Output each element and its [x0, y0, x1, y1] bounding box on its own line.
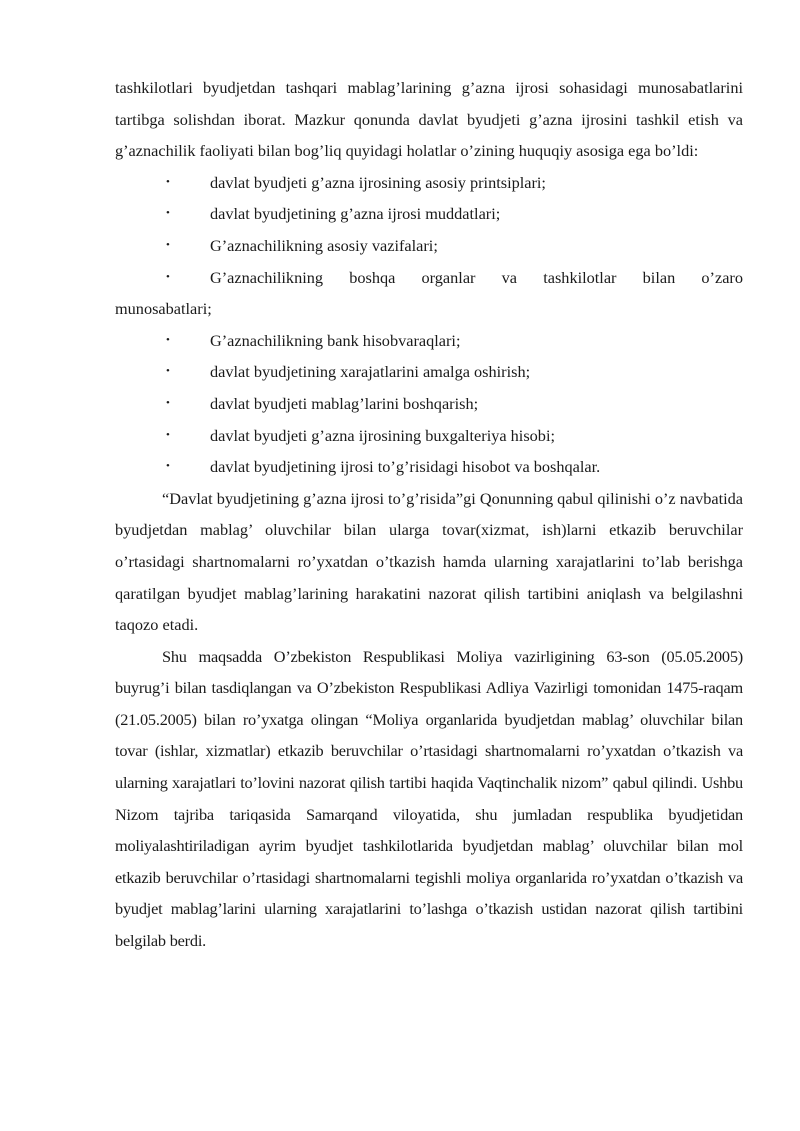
bullet-icon: • [166, 238, 170, 251]
bullet-icon: • [166, 365, 170, 378]
bullet-text: G’aznachilikning bank hisobvaraqlari; [210, 330, 461, 350]
bullet-text: G’aznachilikning asosiy vazifalari; [210, 235, 438, 255]
bullet-text: davlat byudjetining xarajatlarini amalga oshirish; [210, 362, 531, 382]
bullet-item [115, 230, 743, 262]
bullet-item [115, 325, 743, 357]
bullet-item [115, 198, 743, 230]
bullet-text: davlat byudjeti g’azna ijrosining buxgalteriya hisobi; [210, 425, 555, 445]
bullet-icon: • [166, 207, 170, 220]
bullet-item [115, 451, 743, 483]
bullet-continuation: munosabatlari; [115, 299, 212, 319]
bullet-icon: • [166, 396, 170, 409]
bullet-icon: • [166, 460, 170, 473]
bullet-text: davlat byudjetining g’azna ijrosi muddatlari; [210, 204, 501, 224]
bullet-item [115, 388, 743, 420]
bullet-text: davlat byudjetining ijrosi to’g’risidagi hisobot va boshqalar. [210, 457, 601, 477]
bullet-icon: • [166, 270, 170, 283]
bullet-item [115, 262, 743, 294]
body-paragraph: “Davlat byudjetining g’azna ijrosi to’g’risida”gi Qonunning qabul qilinishi o’z navbatida byudjetdan mablag’ oluvchilar bilan ularga tovar(xizmat, ish)larni etkazib beruvchilar o’rtasidagi shartnomalarni ro’yxatdan o’tkazish hamda ularning xarajatlarini to’lab berishga qaratilgan byudjet mablag’larining harakatini nazorat qilish tartibini aniqlash va belgilashni taqozo etadi. [115, 488, 744, 635]
bullet-item [115, 167, 743, 199]
intro-paragraph: tashkilotlari byudjetdan tashqari mablag’larining g’azna ijrosi sohasidagi munosabatlarini tartibga solishdan iborat. Mazkur qonunda davlat byudjeti g’azna ijrosini tashkil etish va g’aznachilik faoliyati bilan bog’liq quyidagi holatlar o’zining huquqiy asosiga ega bo’ldi: [115, 78, 743, 161]
document-body [115, 72, 743, 957]
bullet-text: G’aznachilikning boshqa organlar va tashkilotlar bilan o’zaro [210, 267, 743, 287]
body-paragraph: Shu maqsadda O’zbekiston Respublikasi Moliya vazirligining 63-son (05.05.2005) buyrug’i bilan tasdiqlangan va O’zbekiston Respublikasi Adliya Vazirligi tomonidan 1475-raqam (21.05.2005) bilan ro’yxatga olingan “Moliya organlarida byudjetdan mablag’ oluvchilar bilan tovar (ishlar, xizmatlar) etkazib beruvchilar o’rtasidagi shartnomalarni ro’yxatdan o’tkazish va ularning xarajatlari to’lovini nazorat qilish tartibi haqida Vaqtinchalik nizom” qabul qilindi. Ushbu Nizom tajriba tariqasida Samarqand viloyatida, shu jumladan respublika byudjetidan moliyalashtiriladigan ayrim byudjet tashkilotlarida byudjetdan mablag’ oluvchilar bilan mol etkazib beruvchilar o’rtasidagi shartnomalarni tegishli moliya organlarida ro’yxatdan o’tkazish va byudjet mablag’larini ularning xarajatlarini to’lashga o’tkazish ustidan nazorat qilish tartibini belgilab berdi. [115, 646, 743, 951]
bullet-text: davlat byudjeti g’azna ijrosining asosiy printsiplari; [210, 172, 546, 192]
bullet-icon: • [166, 428, 170, 441]
bullet-icon: • [166, 175, 170, 188]
bullet-text: davlat byudjeti mablag’larini boshqarish; [210, 393, 479, 413]
bullet-icon: • [166, 333, 170, 346]
bullet-item [115, 420, 743, 452]
bullet-item [115, 356, 743, 388]
